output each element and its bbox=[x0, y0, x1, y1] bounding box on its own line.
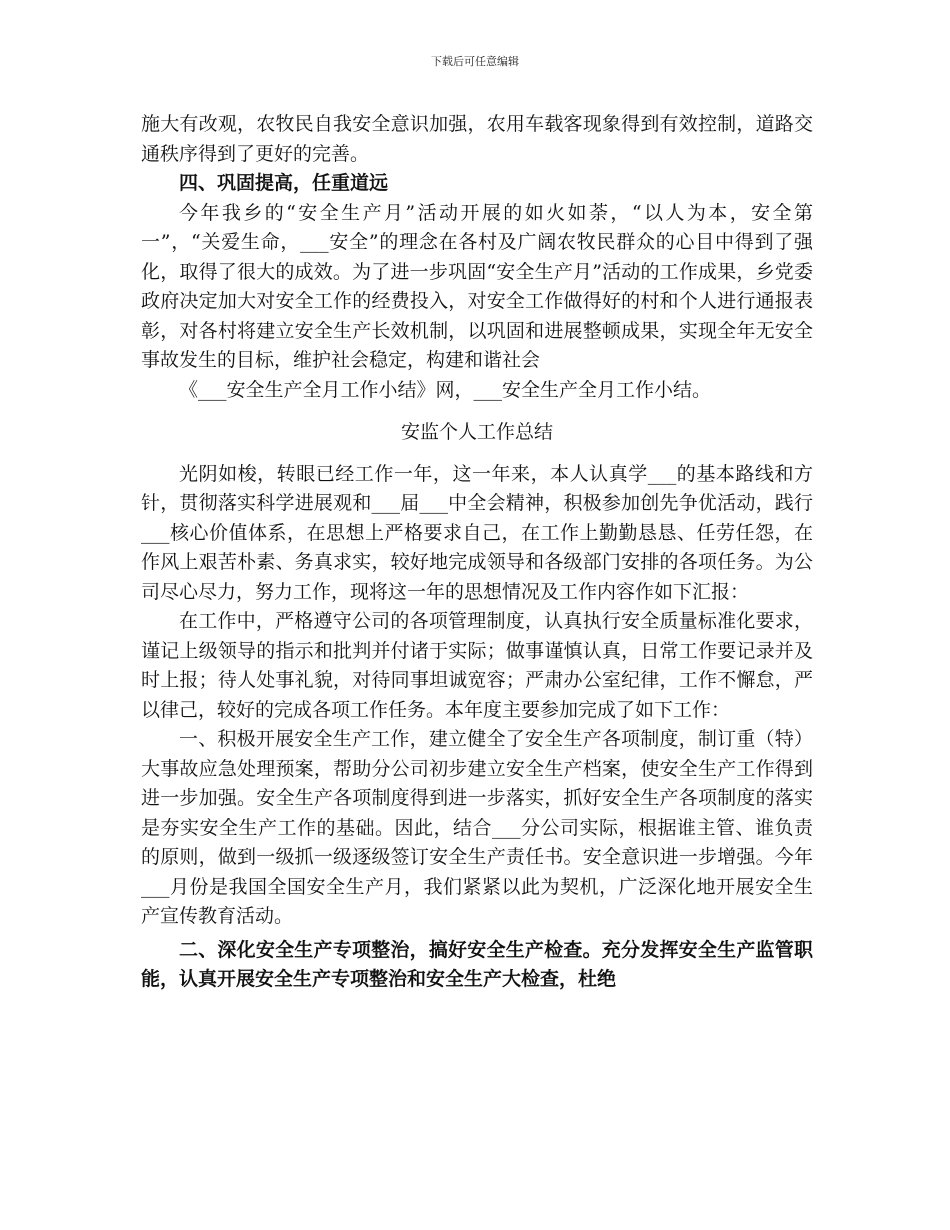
section-heading-4: 四、巩固提高，任重道远 bbox=[179, 172, 389, 194]
paragraph-source-note: 《___安全生产全月工作小结》网，___安全生产全月工作小结。 bbox=[179, 378, 712, 401]
paragraph-intro: 光阴如梭，转眼已经工作一年，这一年来，本人认真学___的基本路线和方针，贯彻落实科学进展观和___届___中全会精神，积极参加创先争优活动，践行___核心价值体系，在思想上严格要求自己，在工作上勤勤恳恳、任劳任怨，在作风上艰苦朴素、务真求实，较好地完成领导和各级部门安排的各项任务。为公司尽心尽力，努力工作，现将这一年的思想情况及工作内容作如下汇报： bbox=[141, 462, 813, 603]
paragraph-work-conduct: 在工作中，严格遵守公司的各项管理制度，认真执行安全质量标准化要求，谨记上级领导的指示和批判并付诸于实际；做事谨慎认真，日常工作要记录并及时上报；待人处事礼貌，对待同事坦诚宽容；严肃办公室纪律，工作不懈怠，严以律己，较好的完成各项工作任务。本年度主要参加完成了如下工作： bbox=[141, 610, 813, 721]
paragraph-item-1: 一、积极开展安全生产工作，建立健全了安全生产各项制度，制订重（特）大事故应急处理预案，帮助分公司初步建立安全生产档案，使安全生产工作得到进一步加强。安全生产各项制度得到进一步落实，抓好安全生产各项制度的落实是夯实安全生产工作的基础。因此，结合___分公司实际，根据谁主管、谁负责的原则，做到一级抓一级逐级签订安全生产责任书。安全意识进一步增强。今年___月份是我国全国安全生产月，我们紧紧以此为契机，广泛深化地开展安全生产宣传教育活动。 bbox=[141, 728, 813, 927]
paragraph-continuation: 施大有改观，农牧民自我安全意识加强，农用车载客现象得到有效控制，道路交通秩序得到了更好的完善。 bbox=[141, 113, 813, 165]
document-title: 安监个人工作总结 bbox=[400, 421, 553, 443]
paragraph-item-2: 二、深化安全生产专项整治，搞好安全生产检查。充分发挥安全生产监管职能，认真开展安全生产专项整治和安全生产大检查，杜绝 bbox=[141, 938, 813, 990]
page-header-note: 下载后可任意编辑 bbox=[431, 55, 519, 68]
paragraph-safety-month: 今年我乡的“安全生产月”活动开展的如火如荼，“以人为本，安全第一”，“关爱生命，___安全”的理念在各村及广阔农牧民群众的心目中得到了强化，取得了很大的成效。为了进一步巩固“安全生产月”活动的工作成果，乡党委政府决定加大对安全工作的经费投入，对安全工作做得好的村和个人进行通报表彰，对各村将建立安全生产长效机制，以巩固和进展整顿成果，实现全年无安全事故发生的目标，维护社会稳定，构建和谐社会 bbox=[141, 201, 813, 371]
document-body bbox=[141, 110, 813, 995]
